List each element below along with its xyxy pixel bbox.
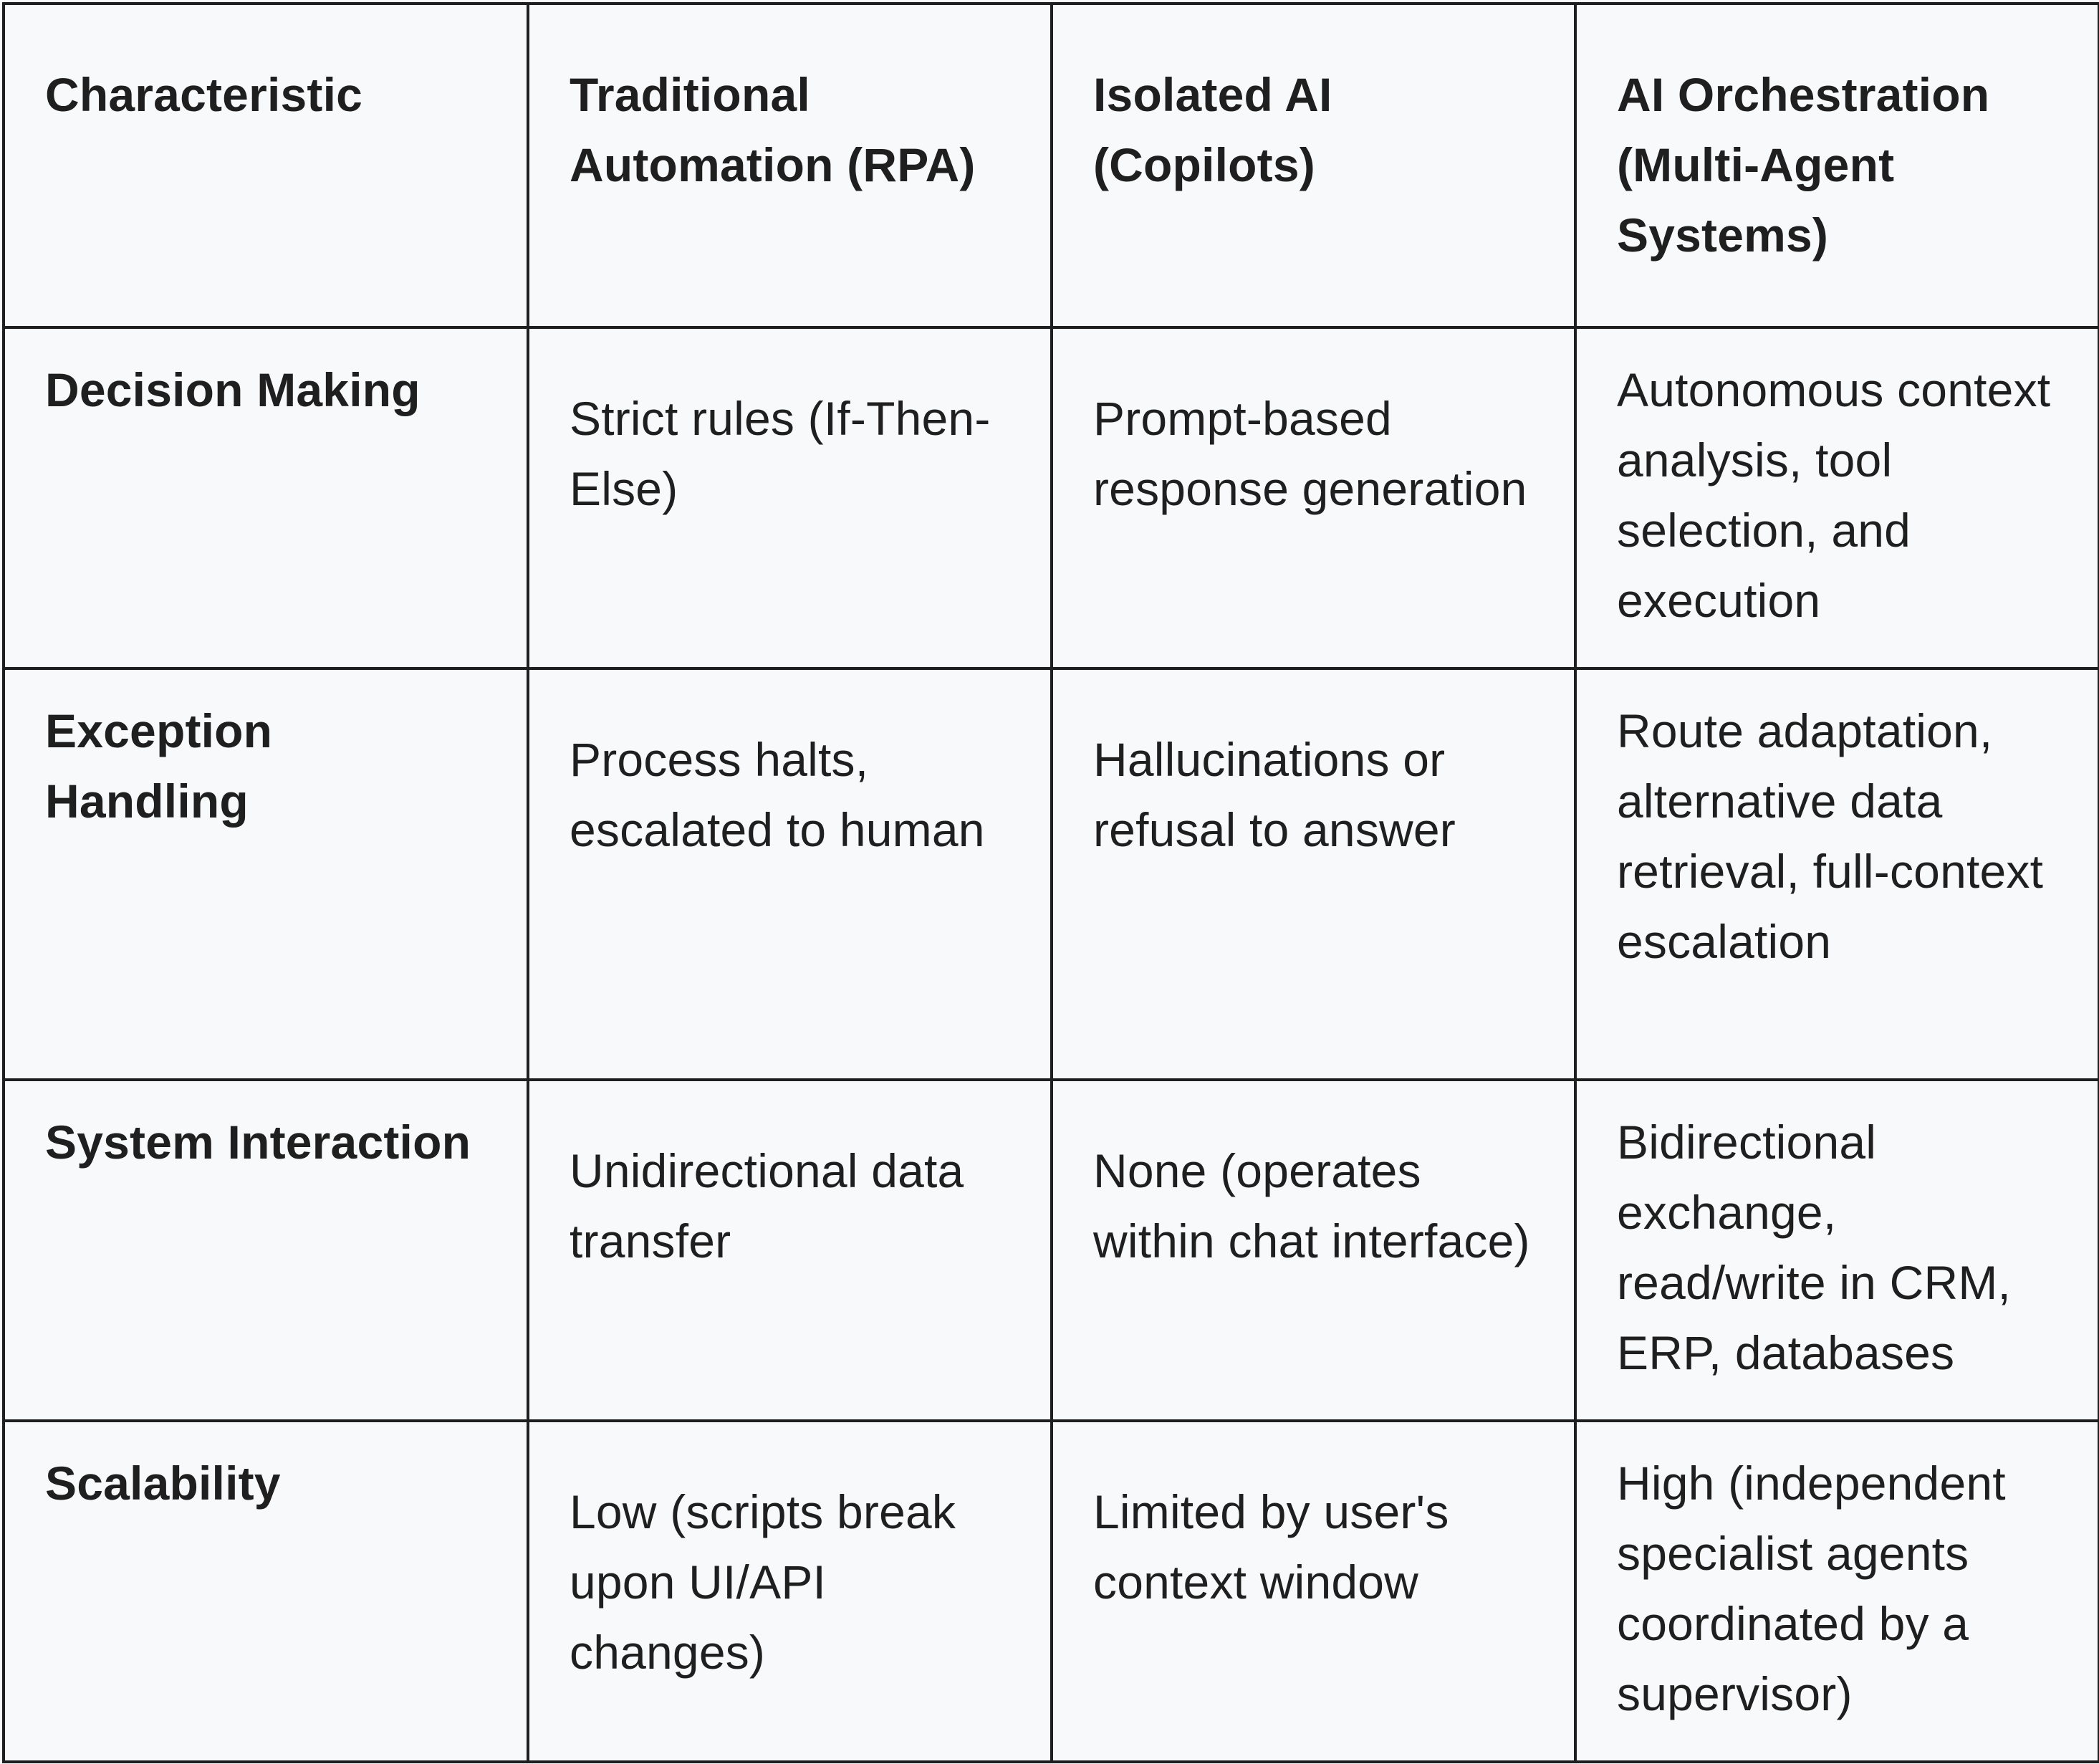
table-row bbox=[4, 1080, 2099, 1421]
cell-isolated: Hallucinations or refusal to answer bbox=[1052, 668, 1575, 1080]
cell-traditional: Unidirectional data transfer bbox=[528, 1080, 1052, 1421]
cell-orchestration: Autonomous context analysis, tool selection, and execution bbox=[1575, 327, 2099, 668]
cell-traditional: Low (scripts break upon UI/API changes) bbox=[528, 1421, 1052, 1762]
header-isolated-ai: Isolated AI (Copilots) bbox=[1052, 4, 1575, 327]
cell-traditional: Strict rules (If-Then-Else) bbox=[528, 327, 1052, 668]
header-row bbox=[4, 4, 2099, 327]
table-body bbox=[4, 327, 2099, 1762]
table-row bbox=[4, 668, 2099, 1080]
comparison-table bbox=[2, 2, 2099, 1763]
cell-orchestration: Bidirectional exchange, read/write in CRM, ERP, databases bbox=[1575, 1080, 2099, 1421]
cell-isolated: Limited by user's context window bbox=[1052, 1421, 1575, 1762]
row-characteristic: Decision Making bbox=[4, 327, 528, 668]
cell-traditional: Process halts, escalated to human bbox=[528, 668, 1052, 1080]
header-ai-orchestration: AI Orchestration (Multi-Agent Systems) bbox=[1575, 4, 2099, 327]
table-row bbox=[4, 327, 2099, 668]
table-header bbox=[4, 4, 2099, 327]
table-row bbox=[4, 1421, 2099, 1762]
cell-isolated: None (operates within chat interface) bbox=[1052, 1080, 1575, 1421]
row-characteristic: Exception Handling bbox=[4, 668, 528, 1080]
header-characteristic: Characteristic bbox=[4, 4, 528, 327]
cell-orchestration: Route adaptation, alternative data retrieval, full-context escalation bbox=[1575, 668, 2099, 1080]
row-characteristic: System Interaction bbox=[4, 1080, 528, 1421]
header-traditional-automation: Traditional Automation (RPA) bbox=[528, 4, 1052, 327]
cell-orchestration: High (independent specialist agents coordinated by a supervisor) bbox=[1575, 1421, 2099, 1762]
cell-isolated: Prompt-based response generation bbox=[1052, 327, 1575, 668]
row-characteristic: Scalability bbox=[4, 1421, 528, 1762]
